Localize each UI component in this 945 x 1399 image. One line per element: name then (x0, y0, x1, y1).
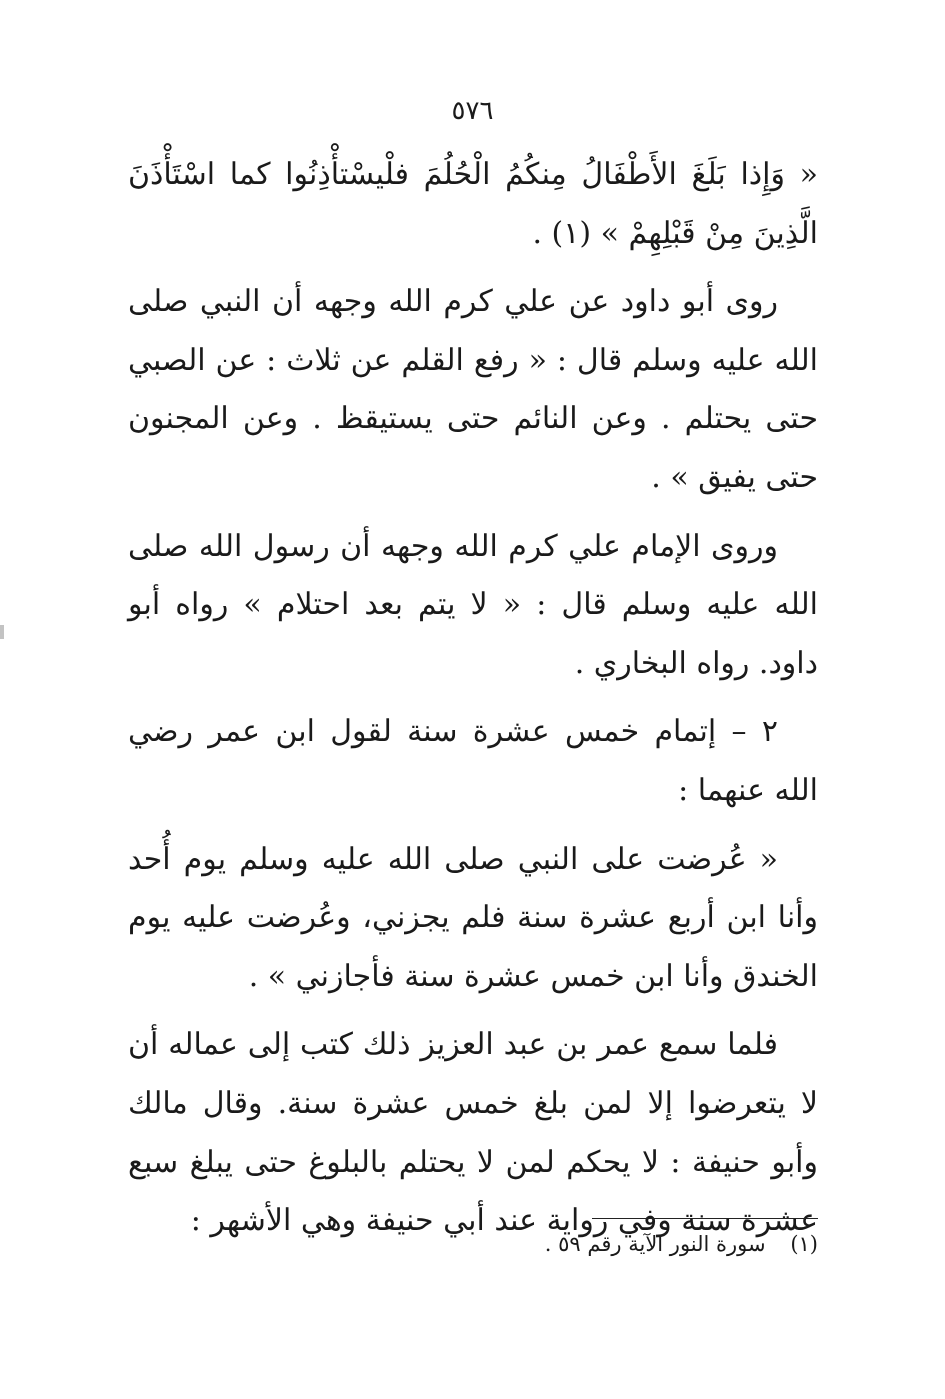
footnote (420, 1232, 818, 1256)
footnote-divider (592, 1218, 818, 1219)
footnote-marker: (١) (790, 1232, 818, 1256)
hadith-abu-dawud-paragraph: روى أبو داود عن علي كرم الله وجهه أن النبي صلى الله عليه وسلم قال : « رفع القلم عن ثلاث : عن الصبي حتى يحتلم . وعن النائم حتى يستيقظ . وعن المجنون حتى يفيق » . (128, 284, 818, 495)
quran-verse-paragraph: « وَإِذا بَلَغَ الأَطْفَالُ مِنكُمُ الْحُلُمَ فلْيسْتأْذِنُوا كما اسْتَأْذَنَ الَّذِينَ مِنْ قَبْلِهِمْ » (١) . (128, 157, 818, 251)
umar-abdulaziz-paragraph: فلما سمع عمر بن عبد العزيز ذلك كتب إلى عماله أن لا يتعرضوا إلا لمن بلغ خمس عشرة سنة. وقال مالك وأبو حنيفة : لا يحكم لمن لا يحتلم بالبلوغ حتى يبلغ سبع عشرة سنة وفي رواية عند أبي حنيفة وهي الأشهر : (128, 1027, 818, 1239)
footnote-text: سورة النور الآية رقم ٥٩ . (544, 1232, 766, 1256)
scan-edge-mark (0, 625, 4, 639)
page-number: ٥٧٦ (451, 96, 494, 126)
body-text (128, 146, 818, 1261)
hadith-orphan-paragraph: وروى الإمام علي كرم الله وجهه أن رسول الله صلى الله عليه وسلم قال : « لا يتم بعد احتلام » رواه أبو داود. رواه البخاري . (128, 528, 818, 681)
numbered-point-paragraph: ٢ – إتمام خمس عشرة سنة لقول ابن عمر رضي الله عنهما : (128, 714, 818, 808)
ibn-umar-quote-paragraph: « عُرضت على النبي صلى الله عليه وسلم يوم أُحد وأنا ابن أربع عشرة سنة فلم يجزني، وعُرضت عليه يوم الخندق وأنا ابن خمس عشرة سنة فأجازني » . (128, 841, 818, 994)
